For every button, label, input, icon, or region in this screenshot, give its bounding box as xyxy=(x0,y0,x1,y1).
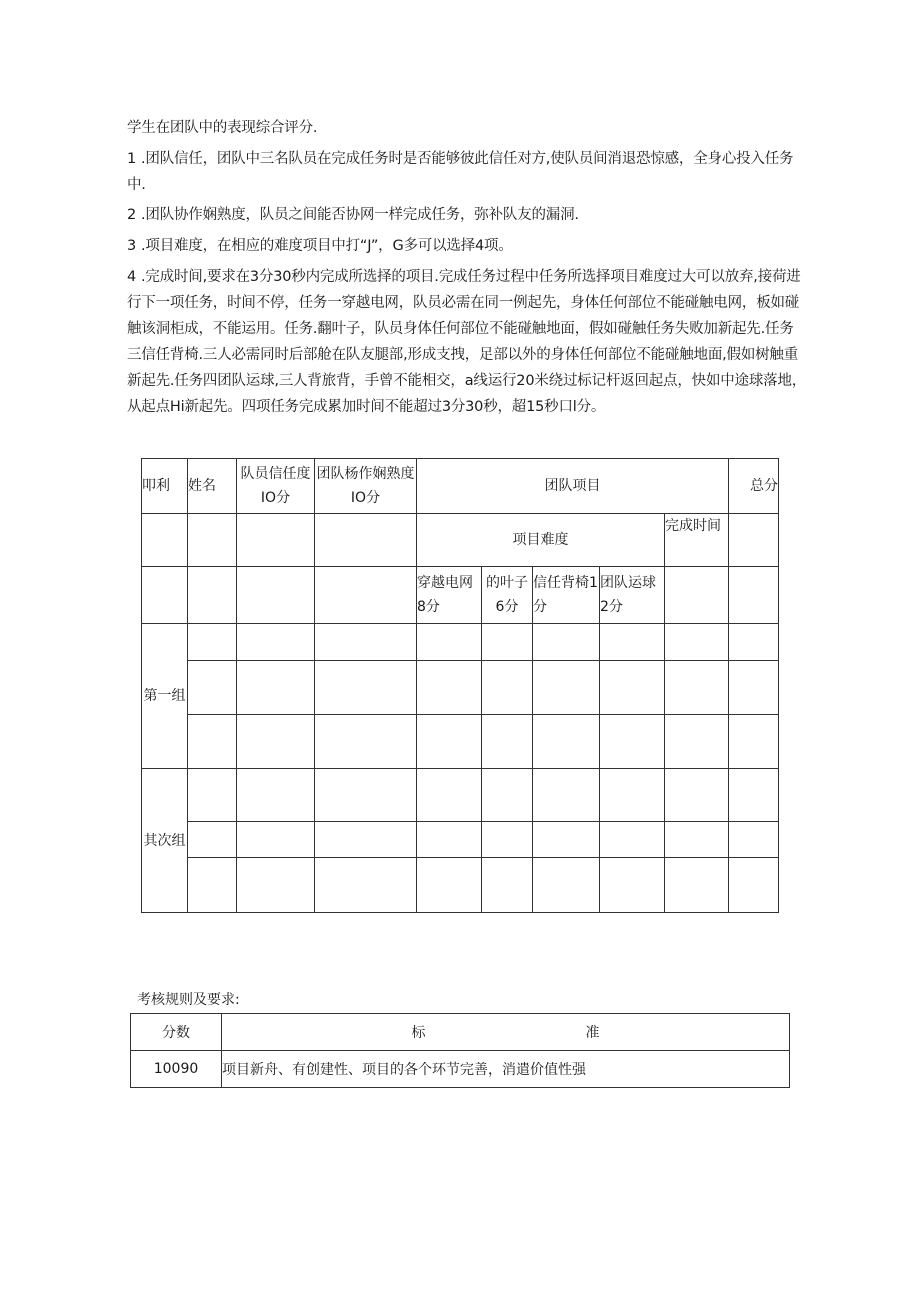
cell[interactable] xyxy=(315,567,417,624)
cell[interactable] xyxy=(417,715,482,769)
cell[interactable] xyxy=(188,769,237,822)
cell[interactable] xyxy=(142,567,188,624)
table-row xyxy=(142,624,779,661)
cell[interactable] xyxy=(188,858,237,913)
cell[interactable] xyxy=(188,514,237,567)
cell[interactable] xyxy=(188,567,237,624)
criterion-4 xyxy=(127,264,807,420)
cell[interactable] xyxy=(188,715,237,769)
cell[interactable] xyxy=(417,822,482,858)
cell[interactable] xyxy=(237,567,315,624)
cell[interactable] xyxy=(600,769,665,822)
cell[interactable] xyxy=(600,661,665,715)
cell[interactable] xyxy=(729,715,779,769)
header-standard-left: 标 xyxy=(411,1025,426,1041)
cell[interactable] xyxy=(600,858,665,913)
cell[interactable] xyxy=(237,624,315,661)
cell[interactable] xyxy=(188,822,237,858)
cell[interactable] xyxy=(533,661,600,715)
header-total: 总分 xyxy=(729,459,779,514)
cell[interactable] xyxy=(315,858,417,913)
header-trust: 队员信任度IO分 xyxy=(237,459,315,514)
cell[interactable] xyxy=(729,567,779,624)
group-label-2: 其次组 xyxy=(142,769,188,913)
cell[interactable] xyxy=(729,661,779,715)
header-name: 姓名 xyxy=(188,459,237,514)
cell[interactable] xyxy=(417,858,482,913)
score-table xyxy=(141,458,779,913)
rules-caption: 考核规则及要求: xyxy=(137,992,240,1008)
table-row xyxy=(142,661,779,715)
criterion-1 xyxy=(127,146,807,198)
cell[interactable] xyxy=(237,858,315,913)
cell[interactable] xyxy=(417,661,482,715)
criterion-text: .项目难度，在相应的难度项目中打“J”，G多可以选择4项。 xyxy=(141,238,513,254)
table-row xyxy=(142,858,779,913)
cell[interactable] xyxy=(237,769,315,822)
header-time: 完成时间 xyxy=(665,514,729,567)
header-standard-right: 准 xyxy=(585,1025,600,1041)
criterion-3 xyxy=(127,233,807,259)
cell[interactable] xyxy=(188,624,237,661)
criterion-text: .完成时间,要求在3分30秒内完成所选择的项目.完成任务过程中任务所选择项目难度过大可以放弃,接荷进行下一项任务，时间不停，任务一穿越电网，队员必需在同一例起先，身体任何部位不能碰触电网，板如碰触该洞柜成，不能运用。任务.翻叶子，队员身体任何部位不能碰触地面，假如碰触任务失败加新起先.任务三信任背椅.三人必需同时后部舱在队友腿部,形成支拽，足部以外的身体任何部位不能碰触地面,假如树触重新起先.任务四团队运球,三人背旅背，手曾不能相交，a线运行20米绕过标记杆返回起点，快如中途球落地，从起点Hi新起先。四项任务完成累加时间不能超过3分30秒，超15秒口l分。 xyxy=(127,269,807,415)
cell[interactable] xyxy=(665,769,729,822)
cell[interactable] xyxy=(729,624,779,661)
cell[interactable] xyxy=(729,769,779,822)
header-task-2: 的叶子6分 xyxy=(482,567,533,624)
cell[interactable] xyxy=(315,624,417,661)
table-row xyxy=(142,715,779,769)
cell[interactable] xyxy=(417,624,482,661)
header-standard xyxy=(222,1014,790,1051)
header-score: 分数 xyxy=(131,1014,222,1051)
cell[interactable] xyxy=(315,661,417,715)
criterion-number: 2 xyxy=(127,207,137,223)
cell[interactable] xyxy=(729,514,779,567)
intro-text: 学生在团队中的表现综合评分. xyxy=(127,120,318,136)
cell[interactable] xyxy=(600,715,665,769)
cell[interactable] xyxy=(237,822,315,858)
cell[interactable] xyxy=(665,624,729,661)
cell[interactable] xyxy=(417,769,482,822)
cell[interactable] xyxy=(729,822,779,858)
criterion-text: .团队信任，团队中三名队员在完成任务时是否能够彼此信任对方,使队员间消退恐惊感，全身心投入任务中. xyxy=(127,151,794,193)
criterion-2 xyxy=(127,202,807,228)
cell[interactable] xyxy=(533,822,600,858)
rule-score: 10090 xyxy=(131,1051,222,1088)
cell[interactable] xyxy=(237,514,315,567)
criterion-number: 3 xyxy=(127,238,137,254)
table-row xyxy=(142,822,779,858)
cell[interactable] xyxy=(533,624,600,661)
header-difficulty: 项目难度 xyxy=(417,514,665,567)
cell[interactable] xyxy=(533,715,600,769)
cell[interactable] xyxy=(533,858,600,913)
cell[interactable] xyxy=(482,769,533,822)
cell[interactable] xyxy=(665,858,729,913)
table-row xyxy=(131,1051,790,1088)
cell[interactable] xyxy=(482,624,533,661)
cell[interactable] xyxy=(315,715,417,769)
cell[interactable] xyxy=(665,661,729,715)
rule-standard: 项目新舟、有创建性、项目的各个环节完善，消遣价值性强 xyxy=(222,1051,790,1088)
cell[interactable] xyxy=(600,822,665,858)
header-task-4: 团队运球2分 xyxy=(600,567,665,624)
cell[interactable] xyxy=(600,624,665,661)
table-row xyxy=(142,769,779,822)
cell[interactable] xyxy=(729,858,779,913)
cell[interactable] xyxy=(188,661,237,715)
criterion-text: .团队协作娴熟度，队员之间能否协网一样完成任务，弥补队友的漏洞. xyxy=(141,207,579,223)
header-task-1: 穿越电网8分 xyxy=(417,567,482,624)
cell[interactable] xyxy=(665,567,729,624)
cell[interactable] xyxy=(237,715,315,769)
cell[interactable] xyxy=(665,715,729,769)
header-task-3: 信任背椅1分 xyxy=(533,567,600,624)
cell[interactable] xyxy=(482,715,533,769)
group-label-1: 第一组 xyxy=(142,624,188,769)
cell[interactable] xyxy=(315,514,417,567)
cell[interactable] xyxy=(482,661,533,715)
header-collab: 团队杨作娴熟度IO分 xyxy=(315,459,417,514)
cell[interactable] xyxy=(482,822,533,858)
criterion-number: 1 xyxy=(127,151,137,167)
cell[interactable] xyxy=(315,822,417,858)
cell[interactable] xyxy=(665,822,729,858)
cell[interactable] xyxy=(237,661,315,715)
cell[interactable] xyxy=(315,769,417,822)
cell[interactable] xyxy=(482,858,533,913)
cell[interactable] xyxy=(533,769,600,822)
rules-table xyxy=(130,1013,790,1088)
cell[interactable] xyxy=(142,514,188,567)
criterion-number: 4 xyxy=(127,269,137,285)
header-team-project: 团队项目 xyxy=(417,459,729,514)
header-group: 叩利 xyxy=(142,459,188,514)
